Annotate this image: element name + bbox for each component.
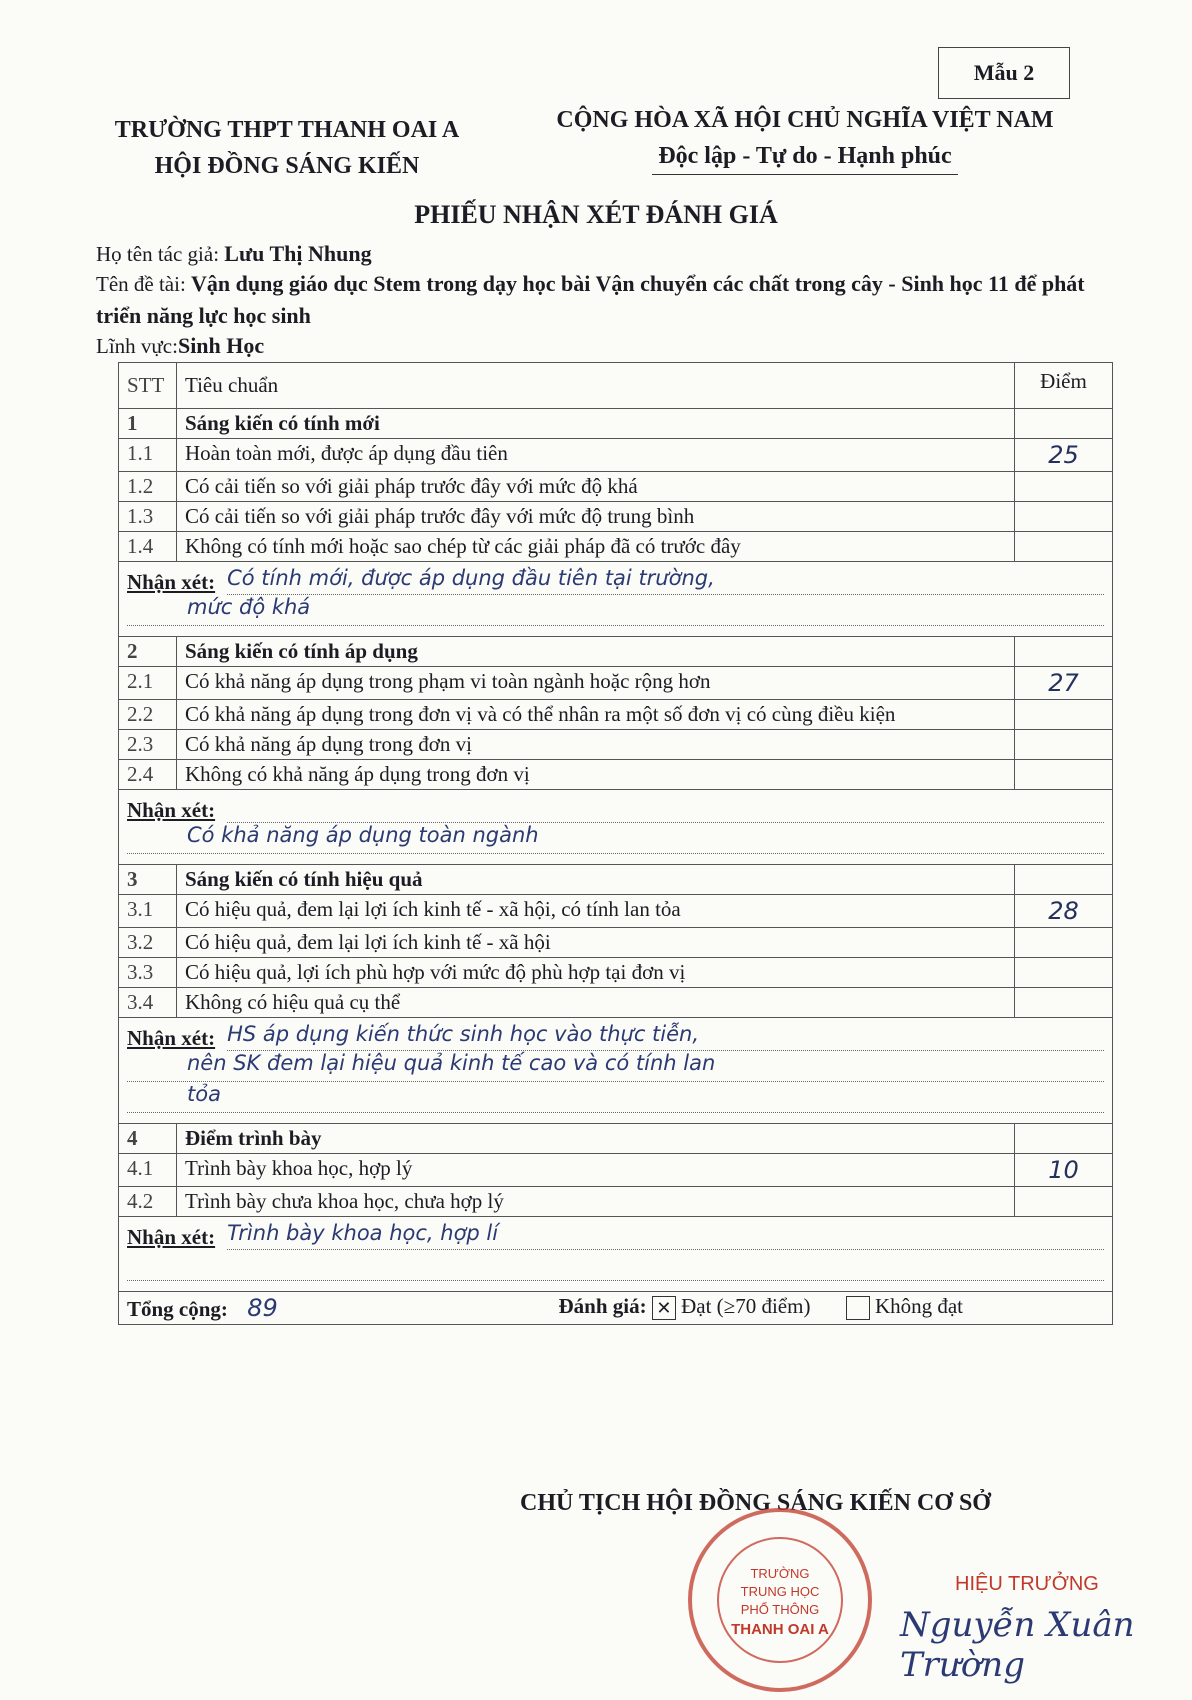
criteria-text: Hoàn toàn mới, được áp dụng đầu tiên [177, 439, 1015, 472]
field-line [96, 330, 264, 362]
comment-label: Nhận xét: [127, 1225, 216, 1249]
section-title: Điểm trình bày [177, 1124, 1015, 1154]
criteria-num: 1.1 [119, 439, 177, 472]
comment-text[interactable]: Có khả năng áp dụng toàn ngành [127, 823, 1104, 854]
criteria-row [119, 700, 1113, 730]
section-num: 2 [119, 637, 177, 667]
author-label: Họ tên tác giả: [96, 242, 220, 266]
criteria-num: 3.2 [119, 928, 177, 958]
comment-cell [119, 1217, 1113, 1292]
comment-text[interactable]: HS áp dụng kiến thức sinh học vào thực tiễn, [227, 1022, 1104, 1051]
criteria-score[interactable] [1015, 760, 1113, 790]
comment-label: Nhận xét: [127, 798, 216, 822]
comment-cell [119, 562, 1113, 637]
criteria-text: Không có khả năng áp dụng trong đơn vị [177, 760, 1015, 790]
school-stamp [680, 1500, 880, 1700]
criteria-text: Có khả năng áp dụng trong đơn vị và có thể nhân ra một số đơn vị có cùng điều kiện [177, 700, 1015, 730]
criteria-row [119, 439, 1113, 472]
criteria-score[interactable] [1015, 958, 1113, 988]
comment-label: Nhận xét: [127, 1026, 216, 1050]
criteria-row [119, 895, 1113, 928]
rating-label: Đánh giá: [558, 1294, 647, 1318]
author-value: Lưu Thị Nhung [224, 241, 372, 266]
criteria-text: Có hiệu quả, lợi ích phù hợp với mức độ phù hợp tại đơn vị [177, 958, 1015, 988]
council-name: HỘI ĐỒNG SÁNG KIẾN [154, 153, 420, 179]
evaluation-table [118, 362, 1113, 1325]
section-row [119, 637, 1113, 667]
section-row [119, 1124, 1113, 1154]
comment-text[interactable] [227, 794, 1104, 823]
criteria-num: 3.3 [119, 958, 177, 988]
nation-motto: Độc lập - Tự do - Hạnh phúc [652, 138, 957, 175]
comment-row [119, 562, 1113, 637]
section-num: 1 [119, 409, 177, 439]
topic-label: Tên đề tài: [96, 272, 186, 296]
section-score-cell [1015, 409, 1113, 439]
sections-body [119, 409, 1113, 1292]
header-criteria: Tiêu chuẩn [177, 363, 1015, 409]
fail-label: Không đạt [874, 1294, 964, 1318]
total-cell [119, 1292, 1113, 1325]
author-line [96, 238, 372, 270]
criteria-text: Trình bày chưa khoa học, chưa hợp lý [177, 1187, 1015, 1217]
comment-text[interactable]: Trình bày khoa học, hợp lí [227, 1221, 1104, 1250]
criteria-row [119, 988, 1113, 1018]
comment-cell [119, 1018, 1113, 1124]
criteria-text: Trình bày khoa học, hợp lý [177, 1154, 1015, 1187]
page-title: PHIẾU NHẬN XÉT ĐÁNH GIÁ [414, 200, 778, 229]
criteria-score[interactable] [1015, 700, 1113, 730]
stamp-text-4: THANH OAI A [731, 1621, 829, 1638]
criteria-score[interactable]: 27 [1015, 667, 1113, 700]
criteria-row [119, 958, 1113, 988]
criteria-text: Có khả năng áp dụng trong đơn vị [177, 730, 1015, 760]
criteria-text: Có hiệu quả, đem lại lợi ích kinh tế - xã hội, có tính lan tỏa [177, 895, 1015, 928]
criteria-text: Có khả năng áp dụng trong phạm vi toàn ngành hoặc rộng hơn [177, 667, 1015, 700]
total-row [119, 1292, 1113, 1325]
comment-text[interactable]: Có tính mới, được áp dụng đầu tiên tại trường, [227, 566, 1104, 595]
criteria-score[interactable]: 25 [1015, 439, 1113, 472]
comment-row [119, 790, 1113, 865]
criteria-row [119, 1187, 1113, 1217]
criteria-text: Có cải tiến so với giải pháp trước đây với mức độ khá [177, 472, 1015, 502]
school-header [92, 112, 482, 184]
criteria-num: 2.1 [119, 667, 177, 700]
total-label: Tổng cộng: [127, 1297, 228, 1321]
comment-row [119, 1018, 1113, 1124]
section-score-cell [1015, 637, 1113, 667]
topic-line [96, 268, 1106, 332]
section-num: 4 [119, 1124, 177, 1154]
header-score: Điểm [1015, 363, 1113, 409]
criteria-row [119, 730, 1113, 760]
criteria-num: 2.4 [119, 760, 177, 790]
form-code: Mẫu 2 [973, 60, 1035, 85]
comment-text[interactable]: nên SK đem lại hiệu quả kinh tế cao và có tính lan [127, 1051, 1104, 1082]
criteria-score[interactable] [1015, 502, 1113, 532]
criteria-row [119, 502, 1113, 532]
criteria-row [119, 667, 1113, 700]
total-value: 89 [247, 1294, 278, 1322]
section-row [119, 865, 1113, 895]
fail-checkbox[interactable] [846, 1296, 870, 1320]
chair-title: CHỦ TỊCH HỘI ĐỒNG SÁNG KIẾN CƠ SỞ [520, 1490, 991, 1516]
comment-label: Nhận xét: [127, 570, 216, 594]
criteria-num: 4.2 [119, 1187, 177, 1217]
comment-text[interactable] [127, 1250, 1104, 1281]
criteria-num: 4.1 [119, 1154, 177, 1187]
comment-text[interactable]: mức độ khá [127, 595, 1104, 626]
field-value: Sinh Học [177, 333, 265, 358]
form-code-box [938, 47, 1070, 99]
criteria-score[interactable] [1015, 988, 1113, 1018]
section-score-cell [1015, 865, 1113, 895]
section-row [119, 409, 1113, 439]
criteria-score[interactable]: 28 [1015, 895, 1113, 928]
criteria-num: 1.2 [119, 472, 177, 502]
section-num: 3 [119, 865, 177, 895]
criteria-num: 2.3 [119, 730, 177, 760]
criteria-num: 3.1 [119, 895, 177, 928]
stamp-text-3: PHỔ THÔNG [740, 1602, 820, 1617]
comment-row [119, 1217, 1113, 1292]
criteria-row [119, 1154, 1113, 1187]
criteria-score[interactable] [1015, 928, 1113, 958]
pass-checkbox[interactable]: ✕ [652, 1296, 676, 1320]
criteria-text: Không có hiệu quả cụ thể [177, 988, 1015, 1018]
criteria-num: 2.2 [119, 700, 177, 730]
nation-name: CỘNG HÒA XÃ HỘI CHỦ NGHĨA VIỆT NAM [556, 107, 1054, 133]
criteria-score[interactable] [1015, 532, 1113, 562]
section-title: Sáng kiến có tính mới [177, 409, 1015, 439]
principal-signature-name: Nguyễn Xuân Trường [900, 1605, 1135, 1685]
criteria-text: Có cải tiến so với giải pháp trước đây với mức độ trung bình [177, 502, 1015, 532]
criteria-text: Không có tính mới hoặc sao chép từ các giải pháp đã có trước đây [177, 532, 1015, 562]
criteria-num: 3.4 [119, 988, 177, 1018]
criteria-score[interactable] [1015, 472, 1113, 502]
stamp-text-1: TRƯỜNG [750, 1566, 810, 1581]
criteria-num: 1.4 [119, 532, 177, 562]
comment-cell [119, 790, 1113, 865]
section-title: Sáng kiến có tính hiệu quả [177, 865, 1015, 895]
criteria-row [119, 532, 1113, 562]
criteria-text: Có hiệu quả, đem lại lợi ích kinh tế - xã hội [177, 928, 1015, 958]
nation-header [520, 102, 1090, 175]
stamp-text-2: TRUNG HỌC [740, 1584, 820, 1599]
criteria-num: 1.3 [119, 502, 177, 532]
criteria-score[interactable] [1015, 1187, 1113, 1217]
topic-value: Vận dụng giáo dục Stem trong dạy học bài Vận chuyển các chất trong cây - Sinh học 11 để phát triển năng lực học sinh [96, 271, 1085, 328]
principal-title: HIỆU TRƯỞNG [955, 1573, 1099, 1595]
header-stt: STT [119, 363, 177, 409]
criteria-row [119, 472, 1113, 502]
school-name: TRƯỜNG THPT THANH OAI A [114, 117, 460, 143]
criteria-row [119, 760, 1113, 790]
criteria-score[interactable] [1015, 730, 1113, 760]
criteria-score[interactable]: 10 [1015, 1154, 1113, 1187]
table-header-row [119, 363, 1113, 409]
comment-text[interactable]: tỏa [127, 1082, 1104, 1113]
section-score-cell [1015, 1124, 1113, 1154]
rating-group [559, 1294, 964, 1320]
criteria-row [119, 928, 1113, 958]
field-label: Lĩnh vực: [96, 334, 178, 358]
section-title: Sáng kiến có tính áp dụng [177, 637, 1015, 667]
pass-label: Đạt (≥70 điểm) [681, 1294, 811, 1318]
